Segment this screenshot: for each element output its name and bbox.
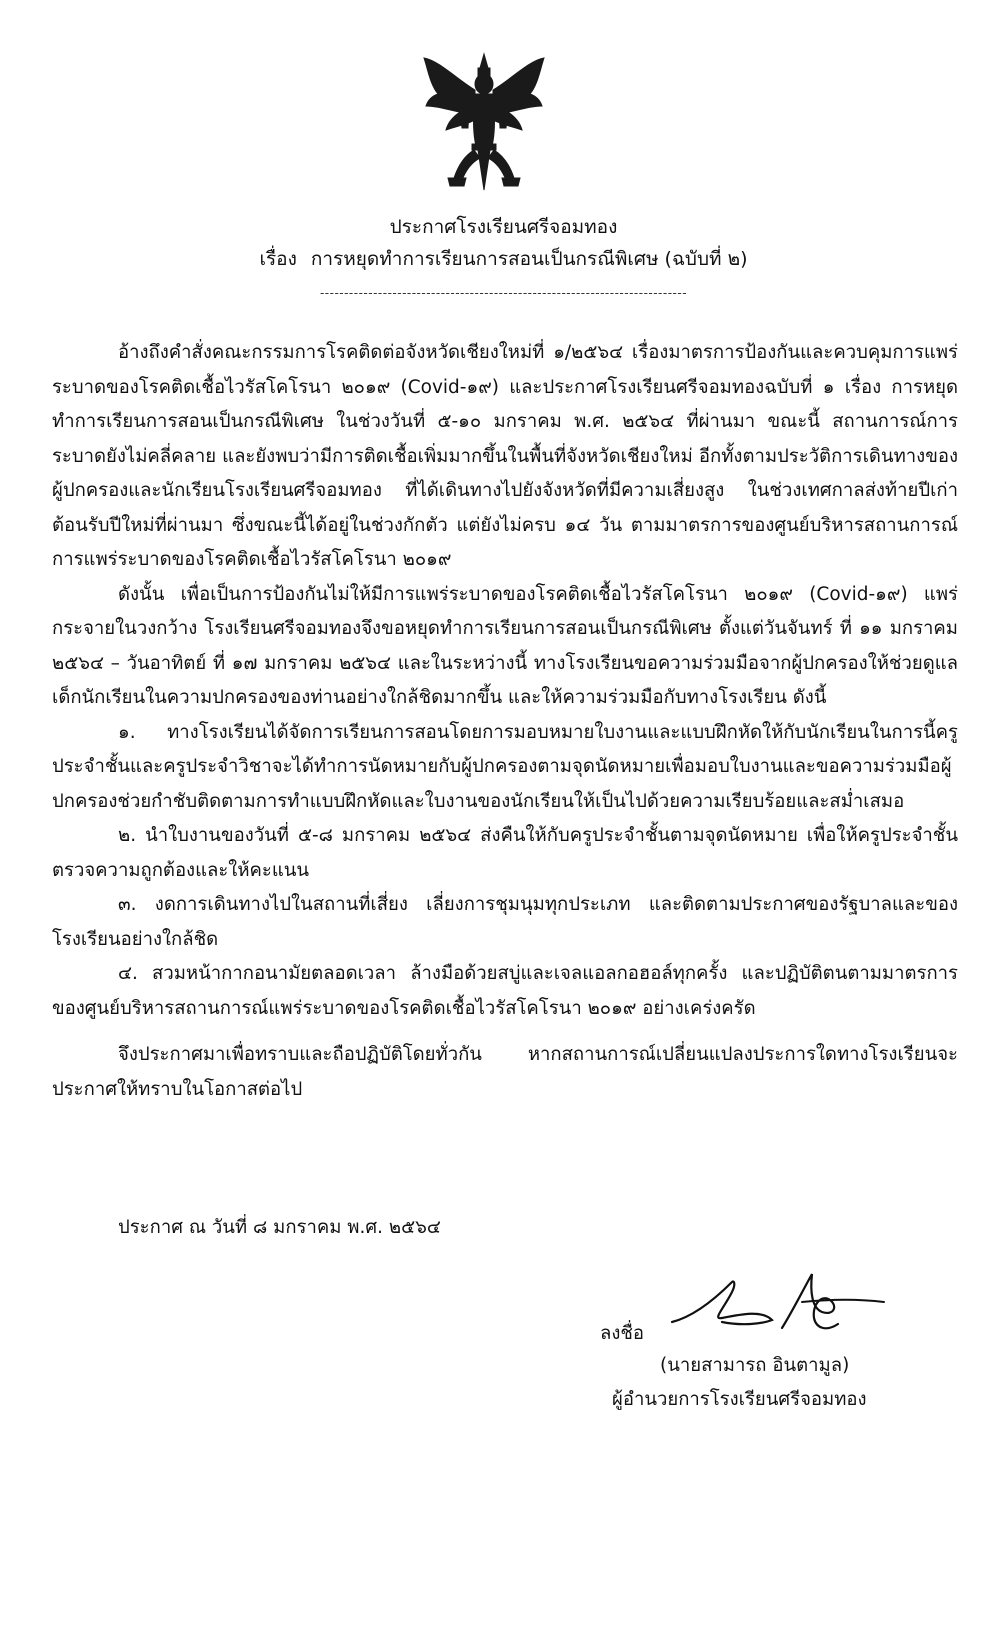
signer-position: ผู้อำนวยการโรงเรียนศรีจอมทอง xyxy=(612,1389,867,1410)
sign-label: ลงชื่อ xyxy=(600,1323,645,1344)
header-divider: ---------------------------------------------------------------------------- xyxy=(319,286,688,300)
announcement-subject-line xyxy=(0,245,1007,273)
list-item: ๒. นำใบงานของวันที่ ๕-๘ มกราคม ๒๕๖๔ ส่งคืนให้กับครูประจำชั้นตามจุดนัดหมาย เพื่อให้ครูประจำชั้นตรวจความถูกต้องและให้คะแนน xyxy=(52,825,958,881)
list-item: ๑. ทางโรงเรียนได้จัดการเรียนการสอนโดยการมอบหมายใบงานและแบบฝึกหัดให้กับนักเรียนในการนี้ครูประจำชั้นและครูประจำวิชาจะได้ทำการนัดหมายกับผู้ปกครองตามจุดนัดหมายเพื่อมอบใบงานและขอความร่วมมือผู้ปกครองช่วยกำชับติดตามการทำแบบฝึกหัดและใบงานของนักเรียนให้เป็นไปด้วยความเรียบร้อยและสม่ำเสมอ xyxy=(52,721,958,812)
signer-name: (นายสามารถ อินตามูล) xyxy=(660,1355,850,1376)
garuda-emblem xyxy=(418,50,550,200)
list-item: ๓. งดการเดินทางไปในสถานที่เสี่ยง เลี่ยงการชุมนุมทุกประเภท และติดตามประกาศของรัฐบาลและของโรงเรียนอย่างใกล้ชิด xyxy=(52,894,958,950)
announcement-title: ประกาศโรงเรียนศรีจอมทอง xyxy=(389,216,618,238)
list-item: ๔. สวมหน้ากากอนามัยตลอดเวลา ล้างมือด้วยสบู่และเจลแอลกอฮอล์ทุกครั้ง และปฏิบัติตนตามมาตรการของศูนย์บริหารสถานการณ์แพร่ระบาดของโรคติดเชื้อไวรัสโคโรนา ๒๐๑๙ อย่างเคร่งครัด xyxy=(52,963,958,1019)
therefore-paragraph: ดังนั้น เพื่อเป็นการป้องกันไม่ให้มีการแพร่ระบาดของโรคติดเชื้อไวรัสโคโรนา ๒๐๑๙ (Covid-๑๙) แพร่กระจายในวงกว้าง โรงเรียนศรีจอมทองจึงขอหยุดทำการเรียนการสอนเป็นกรณีพิเศษ ตั้งแต่วันจันทร์ ที่ ๑๑ มกราคม ๒๕๖๔ – วันอาทิตย์ ที่ ๑๗ มกราคม ๒๕๖๔ และในระหว่างนี้ ทางโรงเรียนขอความร่วมมือจากผู้ปกครองให้ช่วยดูแลเด็กนักเรียนในความปกครองของท่านอย่างใกล้ชิดมากขึ้น และให้ความร่วมมือกับทางโรงเรียน ดังนี้ xyxy=(52,583,958,708)
signature-image xyxy=(662,1262,892,1342)
subject-label: เรื่อง xyxy=(259,248,297,270)
intro-paragraph: อ้างถึงคำสั่งคณะกรรมการโรคติดต่อจังหวัดเชียงใหม่ที่ ๑/๒๕๖๔ เรื่องมาตรการป้องกันและควบคุมการแพร่ระบาดของโรคติดเชื้อไวรัสโคโรนา ๒๐๑๙ (Covid-๑๙) และประกาศโรงเรียนศรีจอมทองฉบับที่ ๑ เรื่อง การหยุดทำการเรียนการสอนเป็นกรณีพิเศษ ในช่วงวันที่ ๕-๑๐ มกราคม พ.ศ. ๒๕๖๔ ที่ผ่านมา ขณะนี้ สถานการณ์การระบาดยังไม่คลี่คลาย และยังพบว่ามีการติดเชื้อเพิ่มมากขึ้นในพื้นที่จังหวัดเชียงใหม่ อีกทั้งตามประวัติการเดินทางของผู้ปกครองและนักเรียนโรงเรียนศรีจอมทอง ที่ได้เดินทางไปยังจังหวัดที่มีความเสี่ยงสูง ในช่วงเทศกาลส่งท้ายปีเก่าต้อนรับปีใหม่ที่ผ่านมา ซึ่งขณะนี้ได้อยู่ในช่วงกักตัว แต่ยังไม่ครบ ๑๔ วัน ตามมาตรการของศูนย์บริหารสถานการณ์การแพร่ระบาดของโรคติดเชื้อไวรัสโคโรนา ๒๐๑๙ xyxy=(52,342,958,570)
announcement-subject: การหยุดทำการเรียนการสอนเป็นกรณีพิเศษ (ฉบับที่ ๒) xyxy=(310,248,748,270)
announce-date: ประกาศ ณ วันที่ ๘ มกราคม พ.ศ. ๒๕๖๔ xyxy=(118,1217,441,1238)
closing-paragraph: จึงประกาศมาเพื่อทราบและถือปฏิบัติโดยทั่วกัน หากสถานการณ์เปลี่ยนแปลงประการใดทางโรงเรียนจะประกาศให้ทราบในโอกาสต่อไป xyxy=(52,1044,958,1100)
announcement-body xyxy=(52,336,958,1107)
